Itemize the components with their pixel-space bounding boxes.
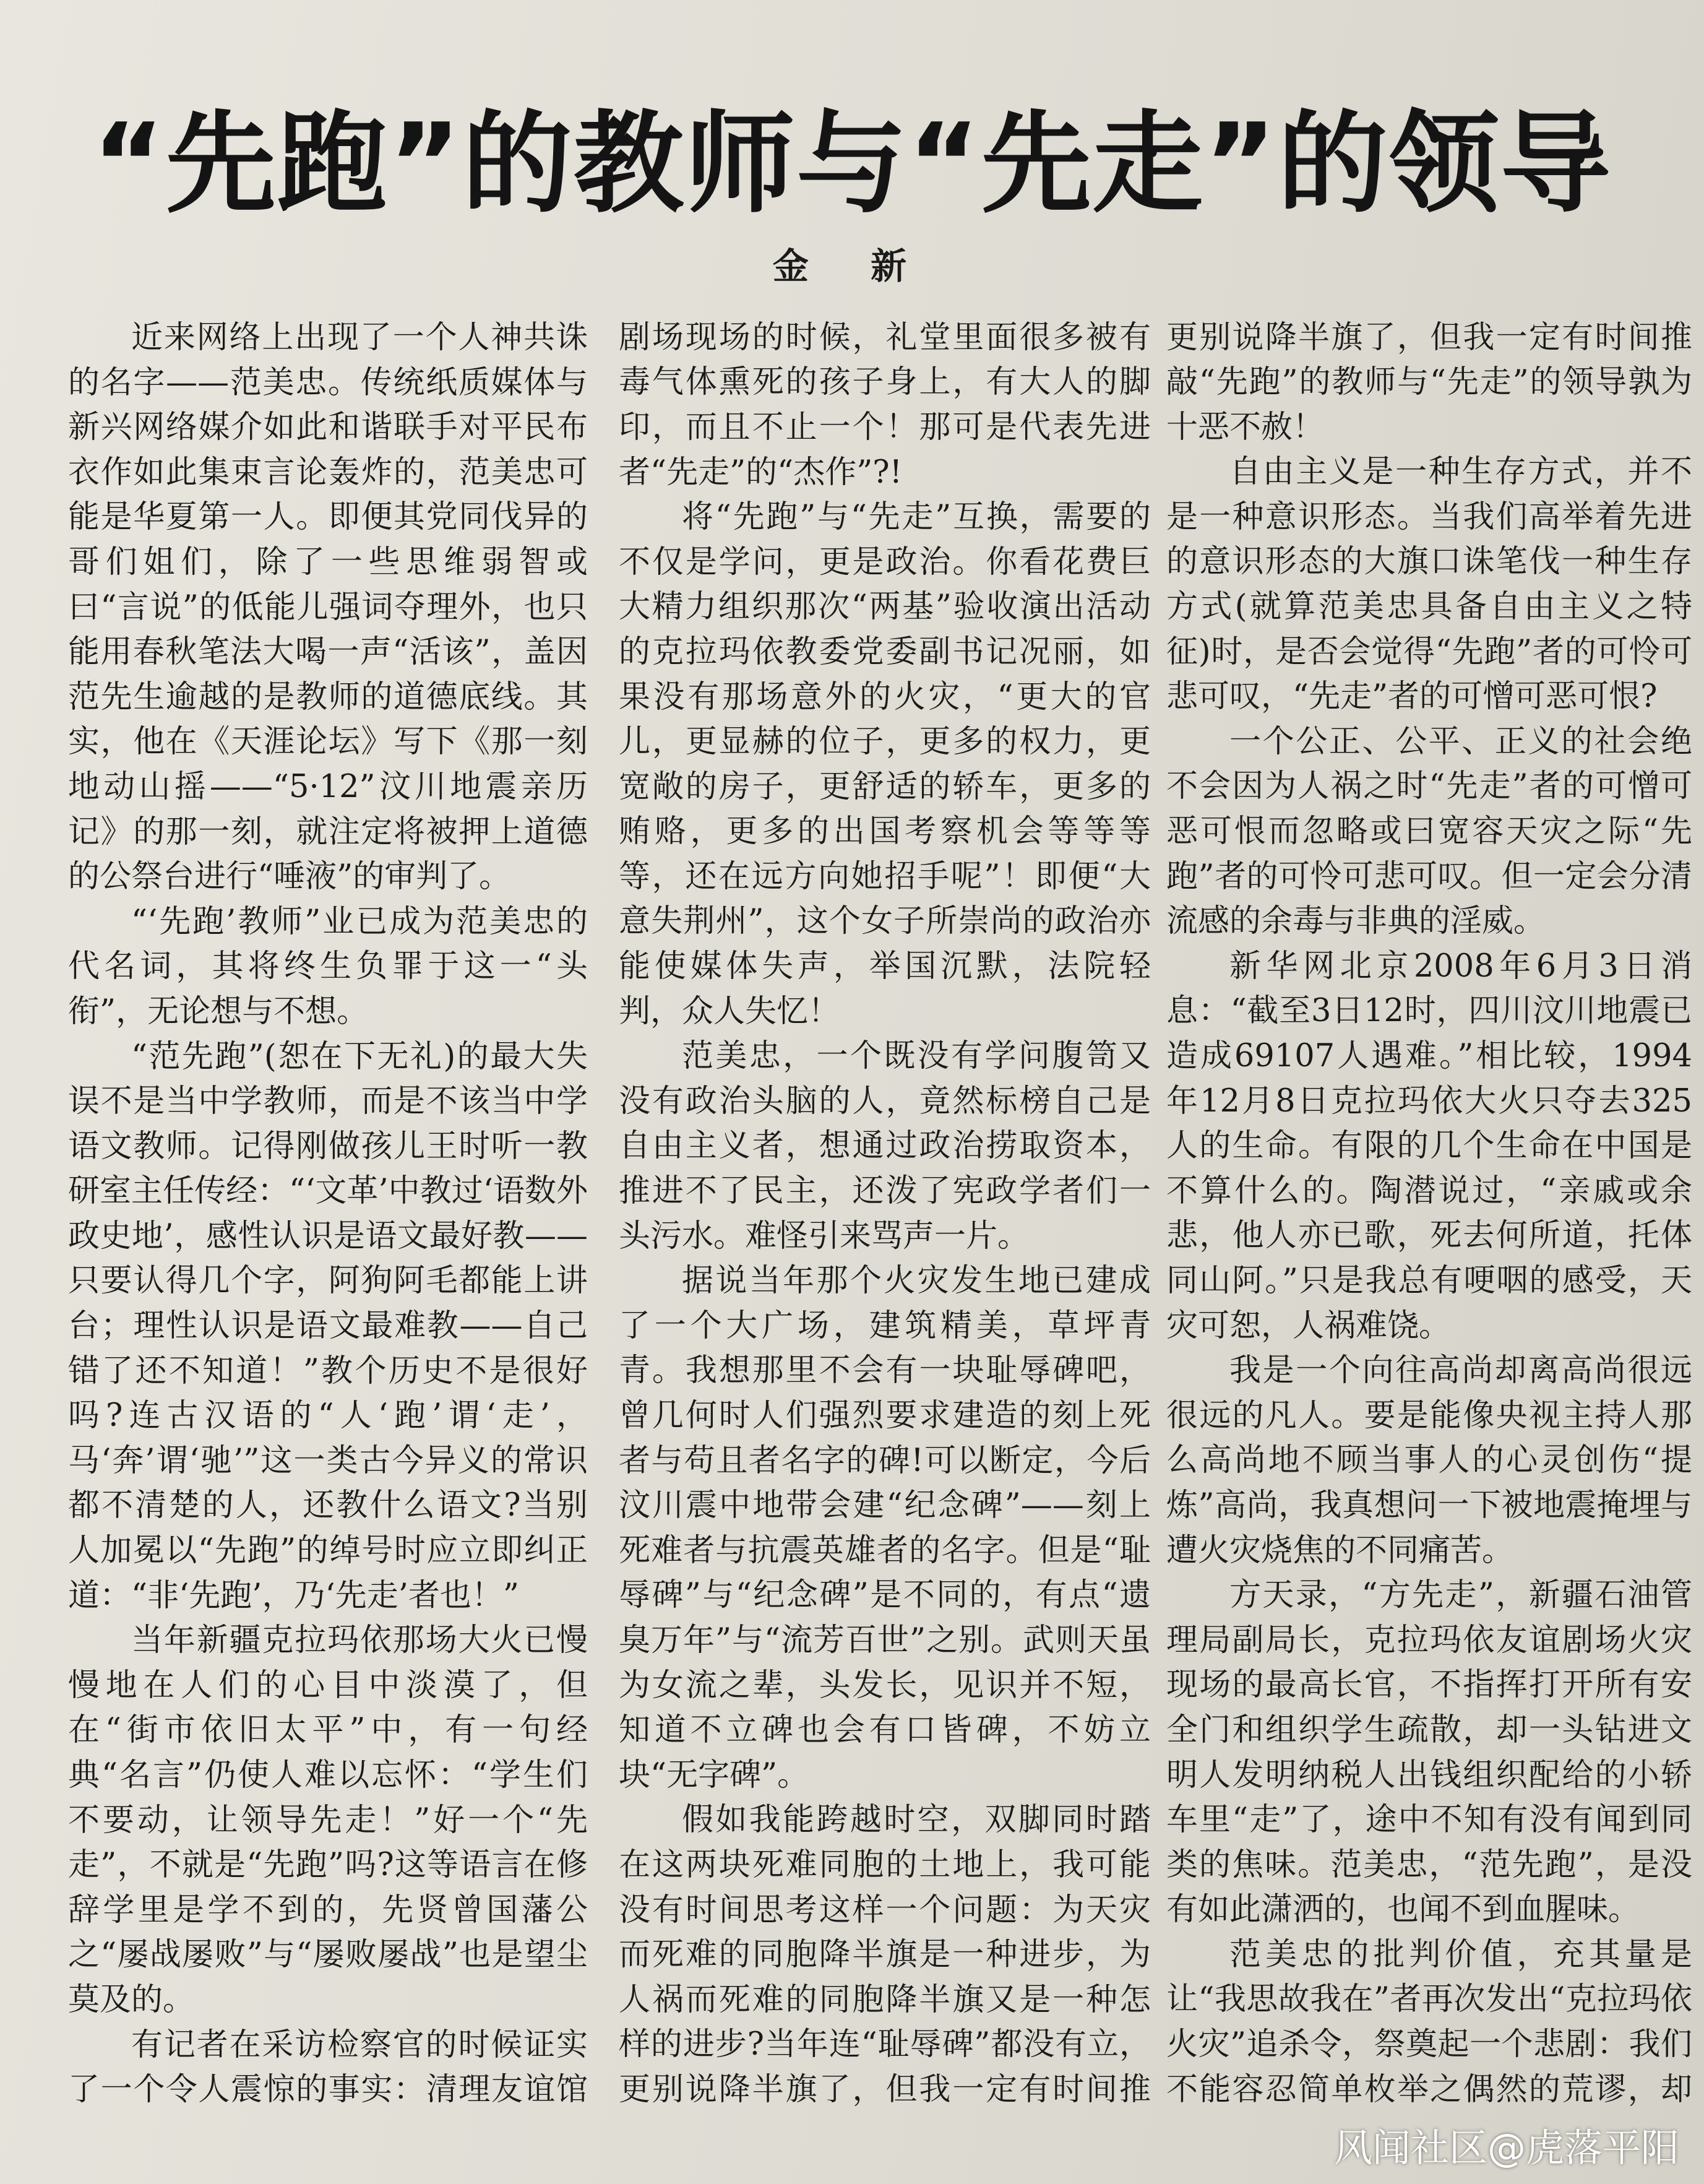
article-title: “先跑”的教师与“先走”的领导 xyxy=(92,100,1612,228)
column-flow xyxy=(1166,316,1692,2110)
article-column-3 xyxy=(1166,316,1692,2110)
article-column-2 xyxy=(619,316,1151,2110)
paragraph: 据说当年那个火灾发生地已建成了一个大广场，建筑精美，草坪青青。我想那里不会有一块耻辱碑吧，曾几何时人们强烈要求建造的刻上死者与苟且者名字的碑!可以断定，今后汶川震中地带会建“纪念碑”——刻上死难者与抗震英雄者的名字。但是“耻辱碑”与“纪念碑”是不同的，有点“遗臭万年”与“流芳百世”之别。武则天虽为女流之辈，头发长，见识并不短，知道不立碑也会有口皆碑，不妨立块“无字碑”。 xyxy=(619,1262,1151,1793)
article-author: 金 新 xyxy=(772,245,932,287)
watermark: 风闻社区@虎落平阳 xyxy=(1333,2125,1679,2170)
paragraph: 范美忠的批判价值，充其量是让“我思故我在”者再次发出“克拉玛依火灾”追杀令，祭奠起一个悲剧：我们不能容忍简单枚举之偶然的荒谬，却 xyxy=(1166,1936,1692,2108)
paragraph: 自由主义是一种生存方式，并不是一种意识形态。当我们高举着先进的意识形态的大旗口诛笔伐一种生存方式(就算范美忠具备自由主义之特征)时，是否会觉得“先跑”者的可怜可悲可叹，“先走”者的可憎可恶可恨? xyxy=(1166,454,1692,715)
paragraph: “范先跑”(恕在下无礼)的最大失误不是当中学教师，而是不该当中学语文教师。记得刚做孩儿王时听一教研室主任传经：“‘文革’中教过‘语数外政史地’，感性认识是语文最好教——只要认得几个字，阿狗阿毛都能上讲台；理性认识是语文最难教——自己错了还不知道！”教个历史不是很好吗?连古汉语的“人‘跑’谓‘走’，马‘奔’谓‘驰’”这一类古今异义的常识都不清楚的人，还教什么语文?当别人加冕以“先跑”的绰号时应立即纠正道：“非‘先跑’，乃‘先走’者也！” xyxy=(68,1038,588,1614)
paragraph: 假如我能跨越时空，双脚同时踏在这两块死难同胞的土地上，我可能没有时间思考这样一个问题：为天灾而死难的同胞降半旗是一种进步，为人祸而死难的同胞降半旗又是一种怎样的进步?当年连“耻辱碑”都没有立，更别说降半旗了，但我一定有时间推 xyxy=(619,1802,1151,2108)
paragraph: 当年新疆克拉玛依那场大火已慢慢地在人们的心目中淡漠了，但在“街市依旧太平”中，有一句经典“名言”仍使人难以忘怀：“学生们不要动，让领导先走！”好一个“先走”，不就是“先跑”吗?这等语言在修辞学里是学不到的，先贤曾国藩公之“屡战屡败”与“屡败屡战”也是望尘莫及的。 xyxy=(68,1622,588,2018)
paragraph: 范美忠，一个既没有学问腹笥又没有政治头脑的人，竟然标榜自己是自由主义者，想通过政治捞取资本，推进不了民主，还泼了宪政学者们一头污水。难怪引来骂声一片。 xyxy=(619,1038,1151,1254)
paragraph: 将“先跑”与“先走”互换，需要的不仅是学问，更是政治。你看花费巨大精力组织那次“两基”验收演出活动的克拉玛依教委党委副书记况丽，如果没有那场意外的火灾，“更大的官儿，更显赫的位子，更多的权力，更宽敞的房子，更舒适的轿车，更多的贿赂，更多的出国考察机会等等等等，还在远方向她招手呢”！即便“大意失荆州”，这个女子所崇尚的政治亦能使媒体失声，举国沉默，法院轻判，众人失忆！ xyxy=(619,499,1151,1030)
paragraph: 一个公正、公平、正义的社会绝不会因为人祸之时“先走”者的可憎可恶可恨而忽略或曰宽容天灾之际“先跑”者的可怜可悲可叹。但一定会分清流感的余毒与非典的淫威。 xyxy=(1166,723,1692,940)
column-flow xyxy=(68,316,588,2110)
paragraph: 方天录，“方先走”，新疆石油管理局副局长，克拉玛依友谊剧场火灾现场的最高长官，不指挥打开所有安全门和组织学生疏散，却一头钻进文明人发明纳税人出钱组织配给的小轿车里“走”了，途中不知有没有闻到同类的焦味。范美忠，“范先跑”，是没有如此潇洒的，也闻不到血腥味。 xyxy=(1166,1577,1692,1928)
paragraph: 剧场现场的时候，礼堂里面很多被有毒气体熏死的孩子身上，有大人的脚印，而且不止一个！那可是代表先进者“先走”的“杰作”?! xyxy=(619,319,1151,491)
article-column-1 xyxy=(68,316,588,2110)
paragraph: 新华网北京2008年6月3日消息：“截至3日12时，四川汶川地震已造成69107人遇难。”相比较，1994年12月8日克拉玛依大火只夺去325人的生命。有限的几个生命在中国是不算什么的。陶潜说过，“亲戚或余悲，他人亦已歌，死去何所道，托体同山阿。”只是我总有哽咽的感受，天灾可恕，人祸难饶。 xyxy=(1166,947,1692,1344)
paragraph: 更别说降半旗了，但我一定有时间推敲“先跑”的教师与“先走”的领导孰为十恶不赦！ xyxy=(1166,319,1692,446)
paragraph: 近来网络上出现了一个人神共诛的名字——范美忠。传统纸质媒体与新兴网络媒介如此和谐联手对平民布衣作如此集束言论轰炸的，范美忠可能是华夏第一人。即便其党同伐异的哥们姐们，除了一些思维弱智或曰“言说”的低能儿强词夺理外，也只能用春秋笔法大喝一声“活该”，盖因范先生逾越的是教师的道德底线。其实，他在《天涯论坛》写下《那一刻地动山摇——“5·12”汶川地震亲历记》的那一刻，就注定将被押上道德的公祭台进行“唾液”的审判了。 xyxy=(68,319,588,896)
paragraph: 我是一个向往高尚却离高尚很远很远的凡人。要是能像央视主持人那么高尚地不顾当事人的心灵创伤“提炼”高尚，我真想问一下被地震掩埋与遭火灾烧焦的不同痛苦。 xyxy=(1166,1352,1692,1569)
paragraph: 有记者在采访检察官的时候证实了一个令人震惊的事实：清理友谊馆 xyxy=(68,2026,588,2108)
column-flow xyxy=(619,316,1151,2110)
paragraph: “‘先跑’教师”业已成为范美忠的代名词，其将终生负罪于这一“头衔”，无论想与不想。 xyxy=(68,903,588,1030)
